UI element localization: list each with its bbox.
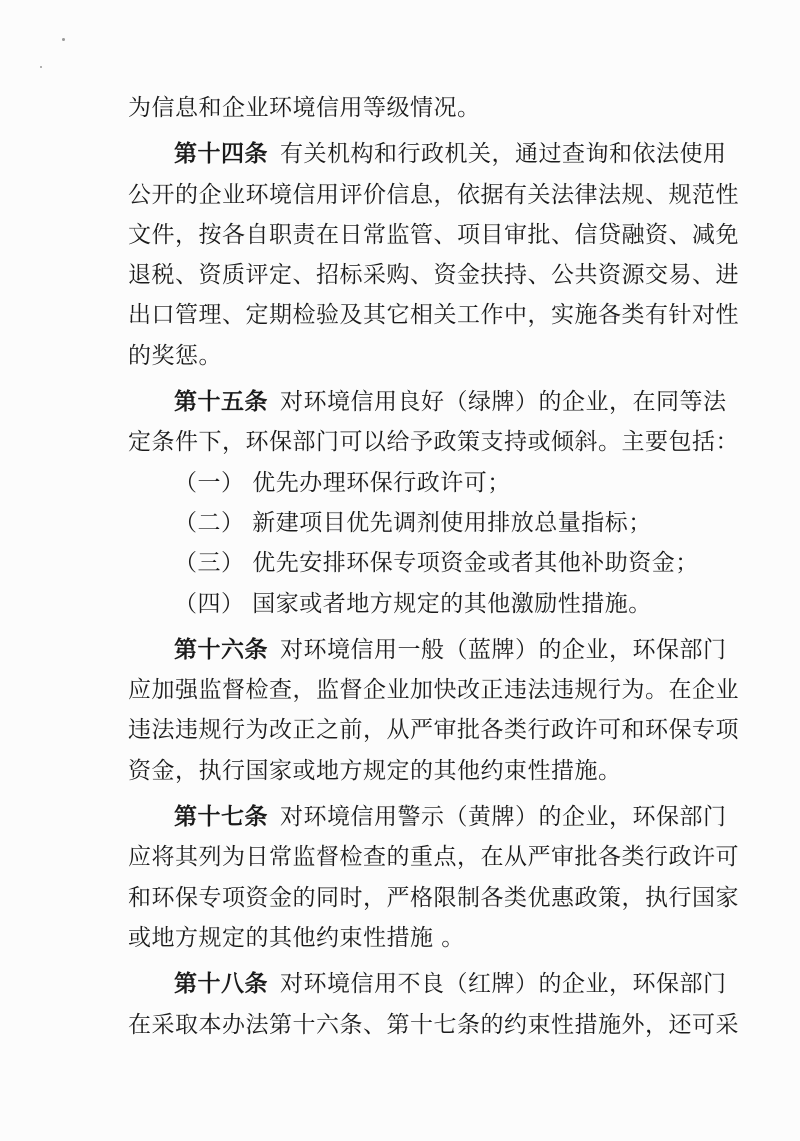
text-line	[128, 878, 739, 918]
line-text: 退税、资质评定、招标采购、资金扶持、公共资源交易、进	[128, 262, 739, 289]
line-text: 在采取本办法第十六条、第十七条的约束性措施外，还可采	[128, 1011, 739, 1038]
line-text: 或地方规定的其他约束性措施 。	[128, 924, 465, 951]
article-number: 第十四条	[174, 141, 268, 168]
list-item-line	[128, 463, 708, 503]
list-item-line	[128, 584, 708, 624]
text-line	[128, 215, 739, 255]
line-text: 文件，按各自职责在日常监管、项目审批、信贷融资、减免	[128, 221, 739, 248]
line-text: 和环保专项资金的同时，严格限制各类优惠政策，执行国家	[128, 884, 739, 911]
line-text: 有关机构和行政机关，通过查询和依法使用	[280, 141, 727, 168]
line-text: （三） 优先安排环保专项资金或者其他补助资金；	[174, 550, 699, 577]
text-line	[128, 175, 739, 215]
line-text: （四） 国家或者地方规定的其他激励性措施。	[174, 590, 652, 617]
line-text: （一） 优先办理环保行政许可；	[174, 469, 511, 496]
article-first-line	[128, 964, 727, 1004]
text-line	[128, 1005, 739, 1045]
article-number: 第十五条	[174, 389, 268, 416]
article-first-line	[128, 797, 727, 837]
text-line	[128, 88, 708, 128]
line-text: 公开的企业环境信用评价信息，依据有关法律法规、规范性	[128, 181, 739, 208]
text-line	[128, 295, 739, 335]
article-first-line	[128, 630, 727, 670]
text-line	[128, 255, 739, 295]
line-text: （二） 新建项目优先调剂使用排放总量指标；	[174, 509, 652, 536]
text-line	[128, 422, 739, 462]
line-text: 的奖惩。	[128, 342, 222, 369]
scan-speck	[40, 66, 42, 68]
document-body	[128, 88, 739, 1045]
article-number: 第十八条	[174, 971, 268, 998]
text-line	[128, 751, 708, 791]
text-line	[128, 837, 739, 877]
text-line	[128, 710, 739, 750]
text-line	[128, 336, 708, 376]
line-text: 应将其列为日常监督检查的重点，在从严审批各类行政许可	[128, 844, 739, 871]
line-text: 资金，执行国家或地方规定的其他约束性措施。	[128, 757, 622, 784]
line-text: 为信息和企业环境信用等级情况。	[128, 95, 481, 121]
list-item-line	[128, 503, 708, 543]
list-item-line	[128, 543, 708, 583]
article-number: 第十七条	[174, 804, 268, 831]
line-text: 对环境信用良好（绿牌）的企业，在同等法	[280, 389, 727, 416]
article-number: 第十六条	[174, 636, 268, 663]
article-first-line	[128, 382, 727, 422]
article-first-line	[128, 134, 727, 174]
line-text: 定条件下，环保部门可以给予政策支持或倾斜。主要包括：	[128, 429, 739, 456]
line-text: 违法违规行为改正之前，从严审批各类行政许可和环保专项	[128, 717, 739, 744]
text-line	[128, 918, 708, 958]
line-text: 对环境信用一般（蓝牌）的企业，环保部门	[280, 636, 727, 663]
line-text: 对环境信用不良（红牌）的企业，环保部门	[280, 971, 727, 998]
scan-speck	[62, 38, 65, 41]
line-text: 应加强监督检查，监督企业加快改正违法违规行为。在企业	[128, 677, 739, 704]
text-line	[128, 670, 739, 710]
line-text: 对环境信用警示（黄牌）的企业，环保部门	[280, 804, 727, 831]
line-text: 出口管理、定期检验及其它相关工作中，实施各类有针对性	[128, 302, 739, 329]
